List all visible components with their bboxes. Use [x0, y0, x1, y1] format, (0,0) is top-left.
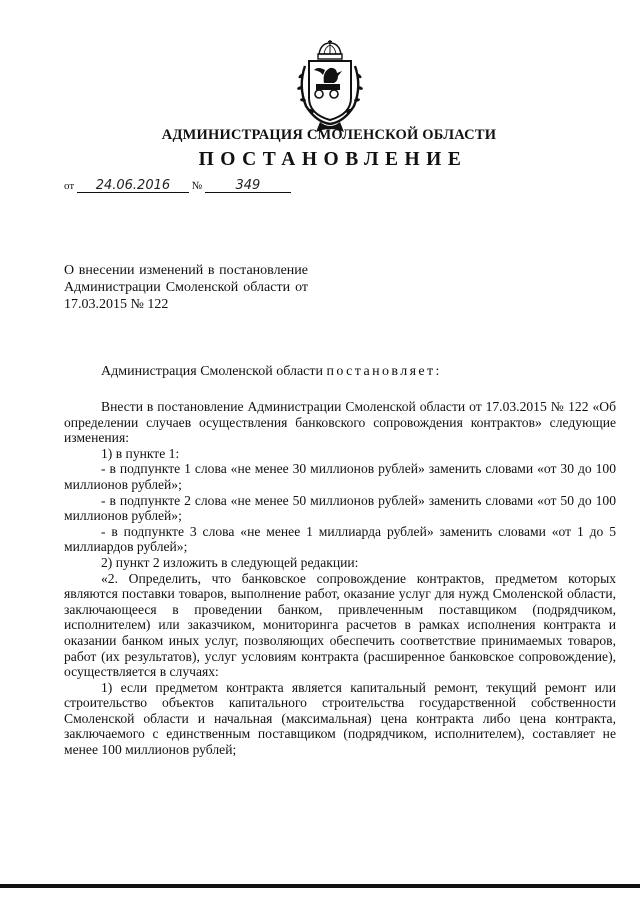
- number-prefix: №: [191, 180, 203, 192]
- document-date: 24.06.2016: [77, 179, 189, 193]
- preamble-text: Администрация Смоленской области: [101, 364, 324, 379]
- page-bottom-border: [0, 884, 640, 888]
- document-number: 349: [205, 179, 291, 193]
- preamble: [101, 364, 442, 380]
- body-paragraph: - в подпункте 3 слова «не менее 1 миллиарда рублей» заменить словами «от 1 до 5 миллиардов рублей»;: [64, 523, 616, 555]
- date-number-line: [64, 179, 291, 193]
- body-paragraph: 2) пункт 2 изложить в следующей редакции:: [101, 554, 359, 570]
- body-paragraph: - в подпункте 2 слова «не менее 50 миллионов рублей» заменить словами «от 50 до 100 миллионов рублей»;: [64, 492, 616, 524]
- body-paragraph: Внести в постановление Администрации Смоленской области от 17.03.2015 № 122 «Об определении случаев осуществления банковского сопровождения контрактов» следующие изменения:: [64, 399, 616, 446]
- preamble-resolves: постановляет:: [326, 364, 442, 379]
- document-subject: О внесении изменений в постановление Администрации Смоленской области от 17.03.2015 № 122: [64, 263, 308, 313]
- body-paragraph: «2. Определить, что банковское сопровождение контрактов, предметом которых являются поставки товаров, выполнение работ, оказание услуг для нужд Смоленской области, заключающееся в проведении банком, привлеченным поставщиком (подрядчиком, исполнителем) или заказчиком, мониторинга расчетов в рамках исполнения контракта и оказании банком иных услуг, позволяющих обеспечить соответствие принимаемых товаров, работ (их результатов), услуг условиям контракта (расширенное банковское сопровождение), осуществляется в случаях:: [64, 570, 616, 680]
- body-paragraph: 1) если предметом контракта является капитальный ремонт, текущий ремонт или строительство объектов капитального строительства государственной собственности Смоленской области и начальная (максимальная) цена контракта либо цена контракта, заключаемого с единственным поставщиком (подрядчиком, исполнителем), составляет не менее 100 миллионов рублей;: [64, 679, 616, 758]
- date-prefix: от: [64, 180, 75, 192]
- document-type-title: ПОСТАНОВЛЕНИЕ: [198, 149, 468, 170]
- body-paragraph: - в подпункте 1 слова «не менее 30 миллионов рублей» заменить словами «от 30 до 100 миллионов рублей»;: [64, 461, 616, 492]
- body-paragraph: 1) в пункте 1:: [101, 445, 180, 461]
- coat-of-arms-icon: [292, 40, 368, 136]
- organization-title: АДМИНИСТРАЦИЯ СМОЛЕНСКОЙ ОБЛАСТИ: [161, 127, 497, 143]
- document-body: [64, 399, 616, 758]
